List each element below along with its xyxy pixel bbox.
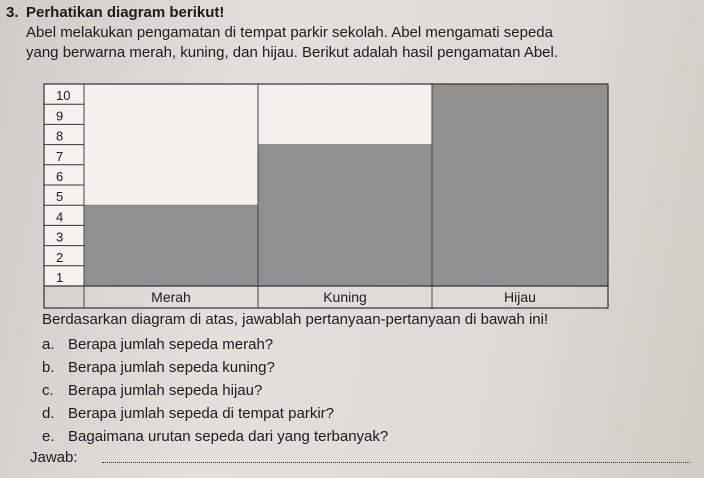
bar-merah — [84, 205, 258, 286]
question-number: 3. — [6, 4, 19, 21]
instruction-text: Berdasarkan diagram di atas, jawablah pertanyaan-pertanyaan di bawah ini! — [42, 311, 549, 328]
y-tick-label: 8 — [56, 128, 64, 144]
y-tick-label: 5 — [56, 189, 64, 205]
y-tick-label: 3 — [56, 229, 64, 245]
y-tick-label: 10 — [56, 88, 71, 104]
sub-question-label: e. — [42, 428, 55, 445]
category-label-merah: Merah — [151, 289, 191, 305]
sub-question-label: a. — [42, 336, 55, 353]
sub-question-text: Bagaimana urutan sepeda dari yang terbanyak? — [68, 428, 389, 445]
y-tick-label: 7 — [56, 148, 64, 164]
sub-question-e — [42, 428, 388, 445]
bar-kuning — [258, 145, 432, 286]
sub-question-b — [42, 359, 275, 376]
sub-question-text: Berapa jumlah sepeda kuning? — [68, 359, 275, 376]
sub-question-c — [42, 382, 262, 399]
sub-question-label: d. — [42, 405, 55, 422]
category-label-kuning: Kuning — [323, 289, 367, 305]
y-tick-label: 9 — [56, 108, 64, 124]
category-label-hijau: Hijau — [504, 289, 536, 305]
answer-dotted-line[interactable] — [102, 462, 690, 463]
sub-question-text: Berapa jumlah sepeda hijau? — [68, 382, 263, 399]
question-title: Perhatikan diagram berikut! — [26, 4, 225, 21]
question-paragraph-line-2: yang berwarna merah, kuning, dan hijau. Berikut adalah hasil pengamatan Abel. — [26, 44, 559, 61]
y-tick-label: 4 — [56, 209, 64, 225]
y-tick-label: 1 — [56, 270, 64, 285]
sub-question-text: Berapa jumlah sepeda di tempat parkir? — [68, 405, 334, 422]
answer-label: Jawab: — [30, 449, 78, 466]
y-tick-label: 6 — [56, 169, 64, 184]
question-paragraph-line-1: Abel melakukan pengamatan di tempat parkir sekolah. Abel mengamati sepeda — [26, 24, 553, 41]
sub-question-d — [42, 405, 334, 422]
sub-question-label: c. — [42, 382, 54, 399]
sub-question-a — [42, 336, 273, 353]
bar-hijau — [432, 84, 608, 286]
sub-question-label: b. — [42, 359, 55, 376]
y-tick-label: 2 — [56, 249, 64, 265]
sub-question-text: Berapa jumlah sepeda merah? — [68, 336, 274, 353]
